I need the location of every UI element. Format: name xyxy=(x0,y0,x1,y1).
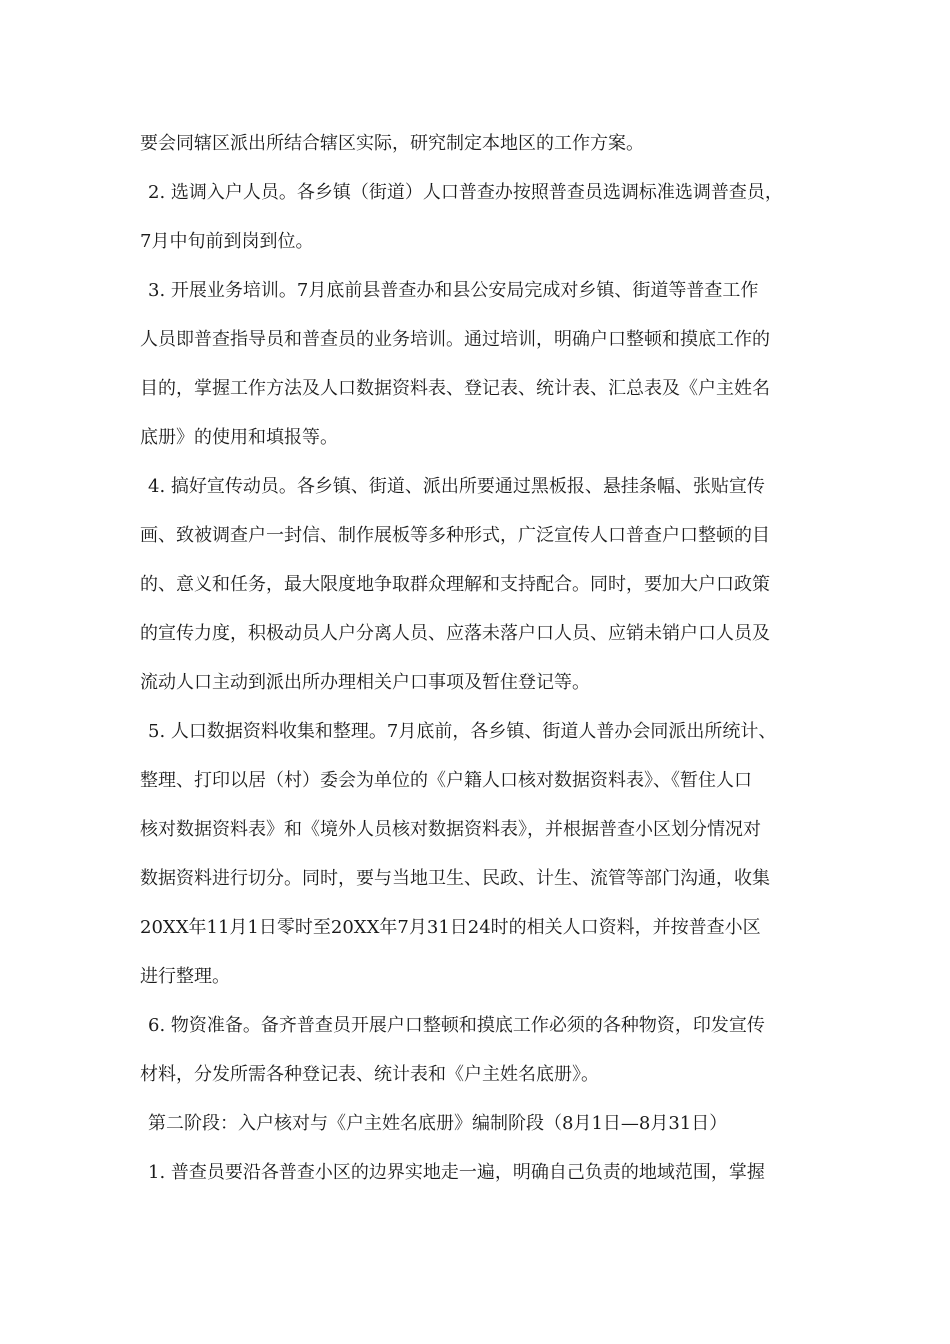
list-item-3-line: 3. 开展业务培训。7月底前县普查办和县公安局完成对乡镇、街道等普查工作 xyxy=(148,280,759,301)
paragraph-line: 目的，掌握工作方法及人口数据资料表、登记表、统计表、汇总表及《户主姓名 xyxy=(140,378,770,399)
section-heading-phase-2: 第二阶段：入户核对与《户主姓名底册》编制阶段（8月1日—8月31日） xyxy=(148,1113,728,1134)
paragraph-line: 核对数据资料表》和《境外人员核对数据资料表》，并根据普查小区划分情况对 xyxy=(140,819,761,840)
paragraph-line: 的、意义和任务，最大限度地争取群众理解和支持配合。同时，要加大户口政策 xyxy=(140,574,770,595)
paragraph-line: 20XX年11月1日零时至20XX年7月31日24时的相关人口资料，并按普查小区 xyxy=(140,917,761,938)
paragraph-line: 数据资料进行切分。同时，要与当地卫生、民政、计生、流管等部门沟通，收集 xyxy=(140,868,770,889)
paragraph-line: 材料，分发所需各种登记表、统计表和《户主姓名底册》。 xyxy=(140,1064,599,1085)
paragraph-line: 底册》的使用和填报等。 xyxy=(140,427,338,448)
paragraph-line: 人员即普查指导员和普查员的业务培训。通过培训，明确户口整顿和摸底工作的 xyxy=(140,329,770,350)
list-item-2-line: 2. 选调入户人员。各乡镇（街道）人口普查办按照普查员选调标准选调普查员， xyxy=(148,182,783,203)
paragraph-line: 整理、打印以居（村）委会为单位的《户籍人口核对数据资料表》、《暂住人口 xyxy=(140,770,752,791)
paragraph-line: 画、致被调查户一封信、制作展板等多种形式，广泛宣传人口普查户口整顿的目 xyxy=(140,525,770,546)
paragraph-line: 7月中旬前到岗到位。 xyxy=(140,231,314,252)
paragraph-line: 的宣传力度，积极动员人户分离人员、应落未落户口人员、应销未销户口人员及 xyxy=(140,623,770,644)
paragraph-line: 流动人口主动到派出所办理相关户口事项及暂住登记等。 xyxy=(140,672,590,693)
list-item-4-line: 4. 搞好宣传动员。各乡镇、街道、派出所要通过黑板报、悬挂条幅、张贴宣传 xyxy=(148,476,765,497)
list-item-1-line: 1. 普查员要沿各普查小区的边界实地走一遍，明确自己负责的地域范围，掌握 xyxy=(148,1162,765,1183)
paragraph-line: 进行整理。 xyxy=(140,966,230,987)
paragraph-line: 要会同辖区派出所结合辖区实际，研究制定本地区的工作方案。 xyxy=(140,133,644,154)
list-item-6-line: 6. 物资准备。备齐普查员开展户口整顿和摸底工作必须的各种物资，印发宣传 xyxy=(148,1015,765,1036)
list-item-5-line: 5. 人口数据资料收集和整理。7月底前，各乡镇、街道人普办会同派出所统计、 xyxy=(148,721,777,742)
document-body xyxy=(140,124,820,1202)
